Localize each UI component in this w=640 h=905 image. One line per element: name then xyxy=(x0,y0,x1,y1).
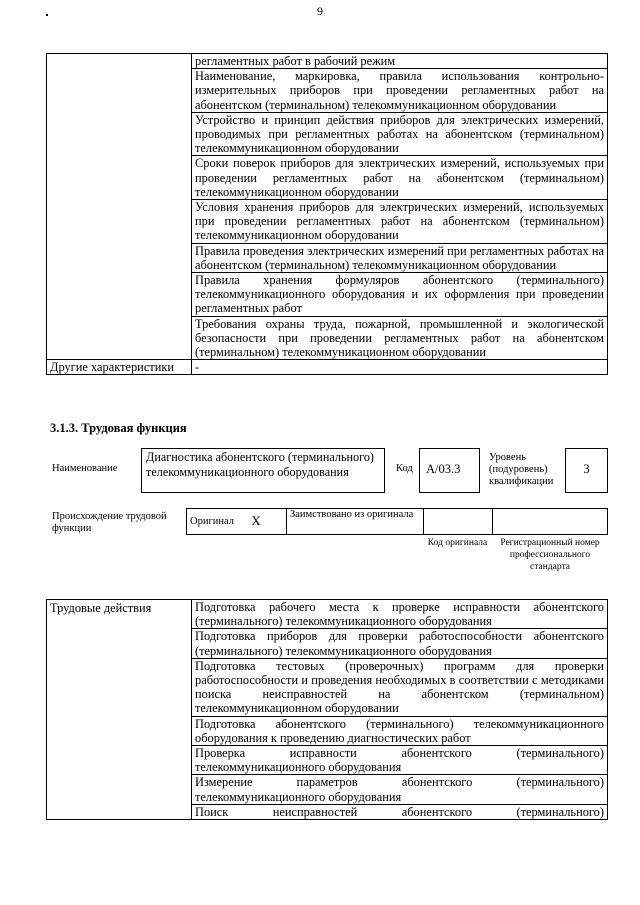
original-code-cell xyxy=(424,509,493,535)
labor-action-item: Поиск неисправностей абонентского (терминального) xyxy=(192,804,608,819)
registration-caption: Регистрационный номер профессионального стандарта xyxy=(500,538,600,572)
labor-action-item: Подготовка тестовых (проверочных) программ для проверки работоспособности и проведения необходимых в соответствии с методиками поиска неисправностей на абонентском (терминальном) телекоммуникационном оборудовании xyxy=(192,658,608,716)
knowledge-item: Условия хранения приборов для электрических измерений, используемых при проведении регламентных работ на абонентском (терминальном) телекоммуникационном оборудовании xyxy=(192,200,608,244)
knowledge-item: Правила хранения формуляров абонентского (терминального) телекоммуникационного оборудования и их оформления при проведении регламентных работ xyxy=(192,273,608,317)
knowledge-item: регламентных работ в рабочий режим xyxy=(192,54,608,69)
empty-label-cell xyxy=(47,54,192,360)
knowledge-item: Наименование, маркировка, правила использования контрольно-измерительных приборов при проведении регламентных работ на абонентском (терминальном) телекоммуникационном оборудовании xyxy=(192,69,608,113)
page-number: 9 xyxy=(317,4,323,18)
other-characteristics-value: - xyxy=(192,360,608,375)
level-label: Уровень (подуровень) квалификации xyxy=(489,452,554,487)
origin-label: Происхождение трудовой функции xyxy=(52,511,167,534)
knowledge-item: Устройство и принцип действия приборов для электрических измерений, проводимых при регламентных работах на абонентском (терминальном) телекоммуникационном оборудовании xyxy=(192,112,608,156)
table-row xyxy=(47,360,608,375)
borrowed-label: Заимствовано из оригинала xyxy=(287,509,424,535)
original-mark: X xyxy=(249,509,287,535)
knowledge-item: Требования охраны труда, пожарной, промышленной и экологической безопасности при проведении регламентных работ на абонентском (терминальном) телекоммуникационном оборудовании xyxy=(192,316,608,360)
labor-action-item: Подготовка приборов для проверки работоспособности абонентского (терминального) телекоммуникационного оборудования xyxy=(192,629,608,658)
section-title: 3.1.3. Трудовая функция xyxy=(50,421,187,435)
origin-table xyxy=(186,508,608,535)
knowledge-item: Сроки поверок приборов для электрических измерений, используемых при проведении регламентных работ на абонентском (терминальном) телекоммуникационном оборудовании xyxy=(192,156,608,200)
table-row xyxy=(47,54,608,69)
scan-mark xyxy=(46,14,48,16)
labor-actions-label: Трудовые действия xyxy=(47,600,192,820)
labor-action-item: Измерение параметров абонентского (терминального) телекоммуникационного оборудования xyxy=(192,775,608,804)
registration-number-cell xyxy=(493,509,608,535)
name-label: Наименование xyxy=(52,463,118,474)
other-characteristics-label: Другие характеристики xyxy=(47,360,192,375)
code-caption: Код оригинала xyxy=(427,538,488,548)
labor-actions-table xyxy=(46,599,608,820)
labor-action-item: Подготовка рабочего места к проверке исправности абонентского (терминального) телекоммуникационного оборудования xyxy=(192,600,608,629)
code-value: А/03.3 xyxy=(419,448,480,493)
labor-action-item: Проверка исправности абонентского (терминального) телекоммуникационного оборудования xyxy=(192,746,608,775)
original-label: Оригинал xyxy=(187,509,249,535)
knowledge-table xyxy=(46,53,608,375)
table-row xyxy=(47,600,608,629)
labor-action-item: Подготовка абонентского (терминального) телекоммуникационного оборудования к проведению диагностических работ xyxy=(192,716,608,745)
knowledge-item: Правила проведения электрических измерений при регламентных работах на абонентском (терминальном) телекоммуникационном оборудовании xyxy=(192,243,608,272)
code-label: Код xyxy=(396,463,413,474)
function-name-value: Диагностика абонентского (терминального) телекоммуникационного оборудования xyxy=(141,448,385,493)
level-value: 3 xyxy=(565,448,608,493)
